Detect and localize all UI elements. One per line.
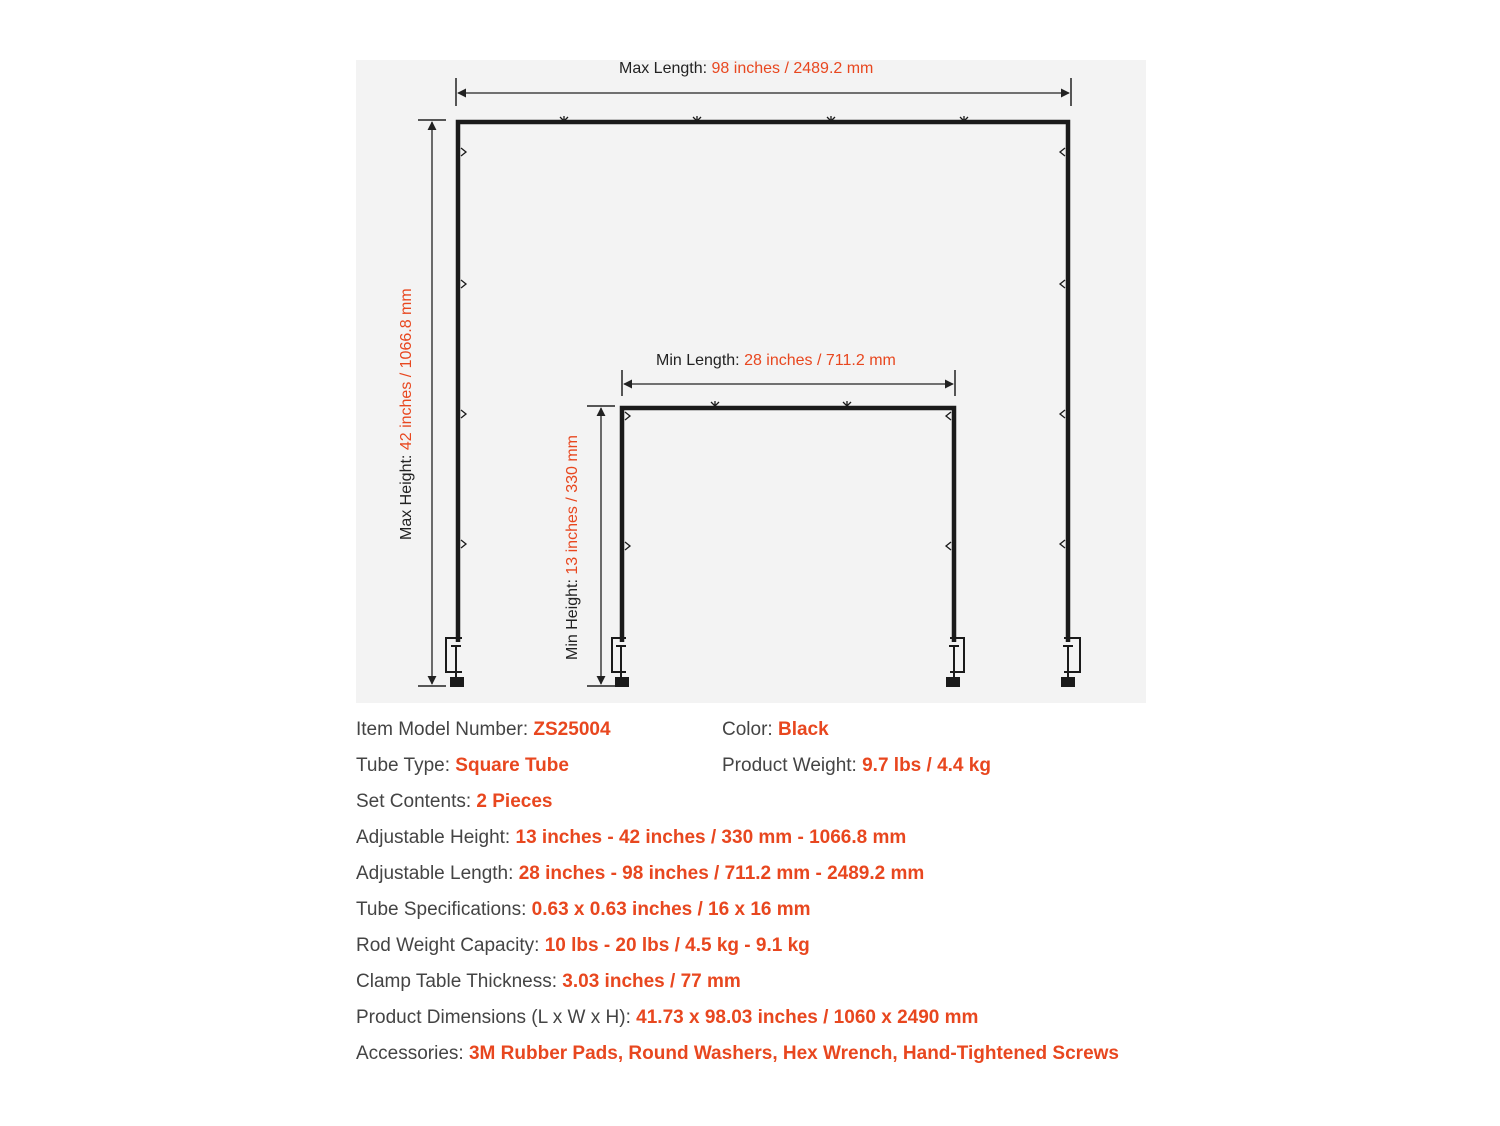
max-height-value: 42 inches / 1066.8 mm bbox=[398, 288, 415, 451]
spec-label: Item Model Number: bbox=[356, 719, 529, 740]
large-frame-left-clamp bbox=[446, 638, 463, 686]
min-length-label bbox=[656, 351, 896, 371]
small-frame bbox=[622, 401, 954, 642]
spec-clamp-thickness bbox=[356, 970, 741, 994]
max-length-label-text: Max Length: bbox=[619, 60, 708, 77]
min-length-value: 28 inches / 711.2 mm bbox=[744, 352, 896, 369]
max-length-value: 98 inches / 2489.2 mm bbox=[711, 60, 874, 77]
max-height-label bbox=[397, 288, 417, 540]
spec-rod-weight-capacity bbox=[356, 934, 810, 958]
spec-value: 28 inches - 98 inches / 711.2 mm - 2489.2 mm bbox=[518, 863, 925, 884]
spec-adjustable-length bbox=[356, 862, 924, 886]
min-length-label-text: Min Length: bbox=[656, 352, 740, 369]
spec-value: Square Tube bbox=[455, 755, 569, 776]
max-height-label-text: Max Height: bbox=[398, 454, 415, 540]
spec-value: 3.03 inches / 77 mm bbox=[562, 971, 741, 992]
spec-weight bbox=[722, 754, 991, 778]
small-frame-left-clamp bbox=[612, 638, 628, 686]
min-height-value: 13 inches / 330 mm bbox=[564, 435, 581, 575]
spec-label: Tube Type: bbox=[356, 755, 451, 776]
min-length-dimension-line bbox=[622, 370, 955, 396]
spec-value: 0.63 x 0.63 inches / 16 x 16 mm bbox=[531, 899, 811, 920]
spec-product-dimensions bbox=[356, 1006, 978, 1030]
spec-label: Set Contents: bbox=[356, 791, 472, 812]
spec-value: Black bbox=[777, 719, 829, 740]
spec-value: ZS25004 bbox=[533, 719, 611, 740]
spec-label: Product Dimensions (L x W x H): bbox=[356, 1007, 631, 1028]
spec-value: 2 Pieces bbox=[476, 791, 553, 812]
spec-value: 9.7 lbs / 4.4 kg bbox=[862, 755, 991, 776]
spec-value: 41.73 x 98.03 inches / 1060 x 2490 mm bbox=[636, 1007, 979, 1028]
spec-model bbox=[356, 718, 611, 742]
spec-set-contents bbox=[356, 790, 552, 814]
spec-adjustable-height bbox=[356, 826, 906, 850]
max-length-label bbox=[619, 59, 873, 79]
spec-label: Adjustable Length: bbox=[356, 863, 514, 884]
large-frame-right-clamp bbox=[1062, 638, 1080, 686]
spec-value: 13 inches - 42 inches / 330 mm - 1066.8 mm bbox=[515, 827, 907, 848]
min-height-label-text: Min Height: bbox=[564, 579, 581, 660]
spec-tube-specifications bbox=[356, 898, 811, 922]
spec-label: Product Weight: bbox=[722, 755, 857, 776]
spec-label: Rod Weight Capacity: bbox=[356, 935, 540, 956]
spec-color bbox=[722, 718, 829, 742]
spec-label: Adjustable Height: bbox=[356, 827, 511, 848]
spec-label: Tube Specifications: bbox=[356, 899, 527, 920]
max-length-dimension-line bbox=[456, 78, 1071, 106]
spec-accessories bbox=[356, 1042, 1119, 1066]
small-frame-right-clamp bbox=[947, 638, 964, 686]
large-frame bbox=[458, 116, 1068, 642]
spec-label: Accessories: bbox=[356, 1043, 464, 1064]
min-height-label bbox=[563, 435, 583, 660]
max-height-dimension-line bbox=[418, 120, 446, 686]
spec-value: 3M Rubber Pads, Round Washers, Hex Wrench, Hand-Tightened Screws bbox=[468, 1043, 1119, 1064]
spec-label: Clamp Table Thickness: bbox=[356, 971, 558, 992]
spec-value: 10 lbs - 20 lbs / 4.5 kg - 9.1 kg bbox=[544, 935, 810, 956]
spec-tube-type bbox=[356, 754, 569, 778]
spec-label: Color: bbox=[722, 719, 773, 740]
min-height-dimension-line bbox=[587, 406, 615, 686]
